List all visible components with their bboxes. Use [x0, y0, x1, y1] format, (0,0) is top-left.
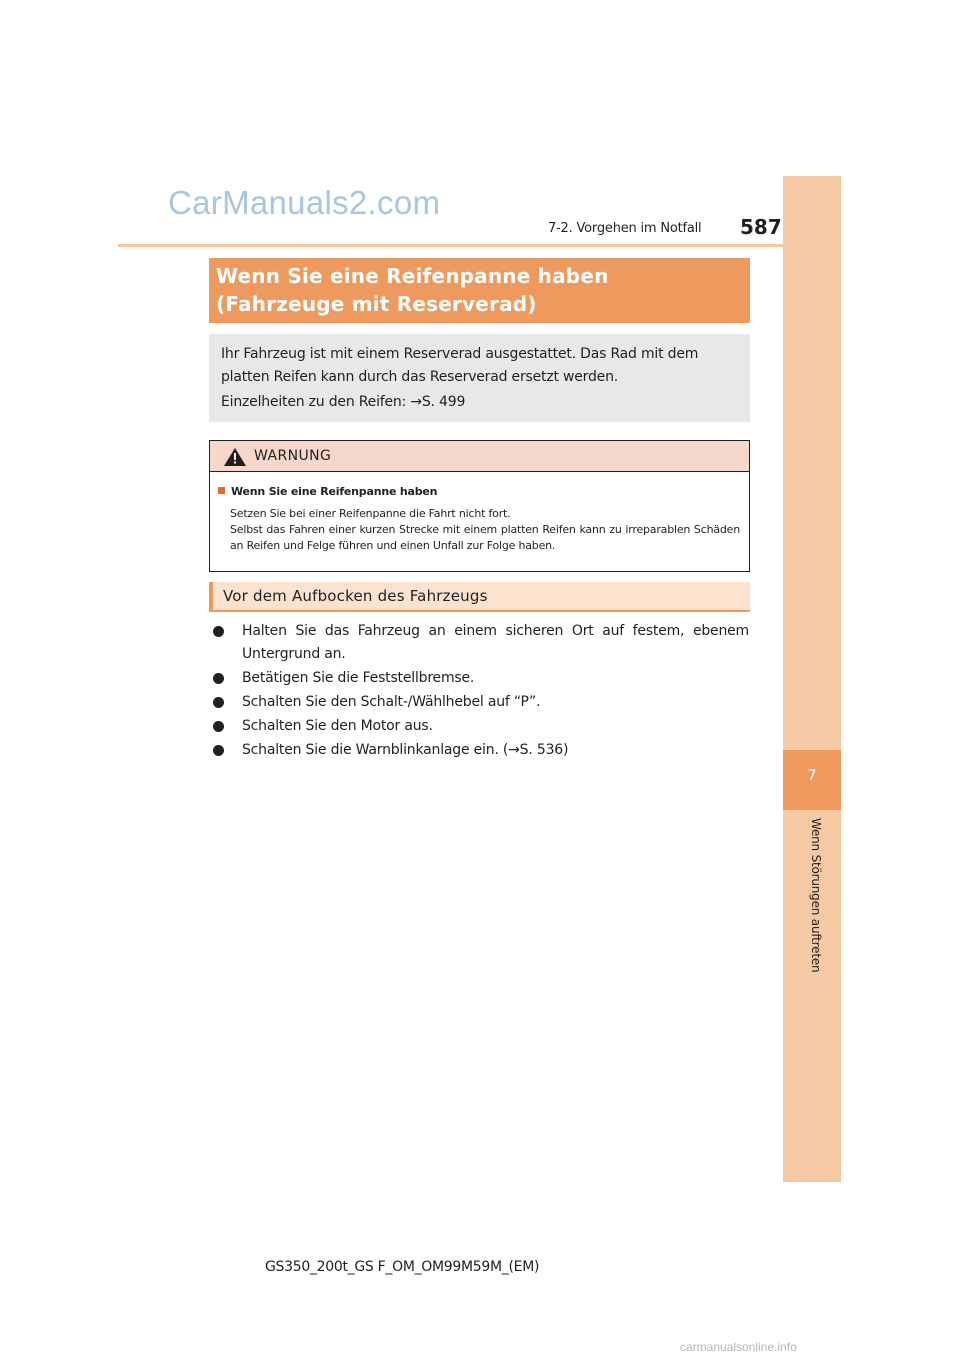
- subsection-accent: [209, 582, 213, 612]
- bullet-icon: [213, 721, 224, 732]
- intro-reference: Einzelheiten zu den Reifen: →S. 499: [221, 394, 466, 410]
- warning-body-line: Setzen Sie bei einer Reifenpanne die Fahrt nicht fort.: [230, 507, 511, 520]
- watermark: carmanualsonline.info: [680, 1340, 797, 1354]
- list-item-text: Schalten Sie den Motor aus.: [242, 718, 433, 734]
- page-number: 587: [740, 215, 782, 239]
- bullet-icon: [213, 626, 224, 637]
- site-logo: CarManuals2.com: [168, 184, 441, 221]
- section-reference: 7-2. Vorgehen im Notfall: [548, 221, 702, 236]
- list-item: [211, 691, 749, 714]
- list-item: [211, 620, 749, 666]
- list-item-text: Halten Sie das Fahrzeug an einem sicheren Ort auf festem, ebenem Untergrund an.: [242, 623, 749, 662]
- bullet-icon: [213, 673, 224, 684]
- intro-text: Ihr Fahrzeug ist mit einem Reserverad ausgestattet. Das Rad mit dem platten Reifen kann durch das Reserverad ersetzt werden.: [221, 346, 699, 385]
- document-footer: GS350_200t_GS F_OM_OM99M59M_(EM): [265, 1259, 540, 1275]
- subsection-header: [209, 582, 750, 612]
- warning-body-line: Selbst das Fahren einer kurzen Strecke mit einem platten Reifen kann zu irreparablen Schäden an Reifen und Felge führen und einen Unfall zur Folge haben.: [230, 523, 740, 552]
- warning-body: [230, 506, 740, 554]
- subsection-title: Vor dem Aufbocken des Fahrzeugs: [223, 587, 488, 605]
- list-item-text: Betätigen Sie die Feststellbremse.: [242, 670, 475, 686]
- list-item: [211, 739, 749, 762]
- side-tab: [783, 176, 841, 1182]
- intro-box: [209, 334, 750, 422]
- warning-icon: [224, 448, 246, 466]
- bullet-icon: [213, 697, 224, 708]
- warning-subtitle-text: Wenn Sie eine Reifenpanne haben: [231, 485, 438, 498]
- list-item-text: Schalten Sie den Schalt-/Wählhebel auf “P”.: [242, 694, 541, 710]
- list-item: [211, 667, 749, 690]
- list-item: [211, 715, 749, 738]
- header-rule: [118, 244, 840, 247]
- square-bullet-icon: [218, 487, 225, 494]
- section-title-bar: [209, 258, 750, 323]
- warning-header: [210, 441, 749, 472]
- section-title: Wenn Sie eine Reifenpanne haben (Fahrzeuge mit Reserverad): [216, 264, 609, 316]
- step-list: [211, 620, 749, 763]
- warning-box: [209, 440, 750, 572]
- list-item-text: Schalten Sie die Warnblinkanlage ein. (→S. 536): [242, 742, 569, 758]
- chapter-label: Wenn Störungen auftreten: [809, 818, 823, 973]
- warning-subtitle: [218, 485, 437, 498]
- chapter-number: 7: [807, 768, 817, 784]
- warning-label: WARNUNG: [254, 448, 332, 464]
- bullet-icon: [213, 745, 224, 756]
